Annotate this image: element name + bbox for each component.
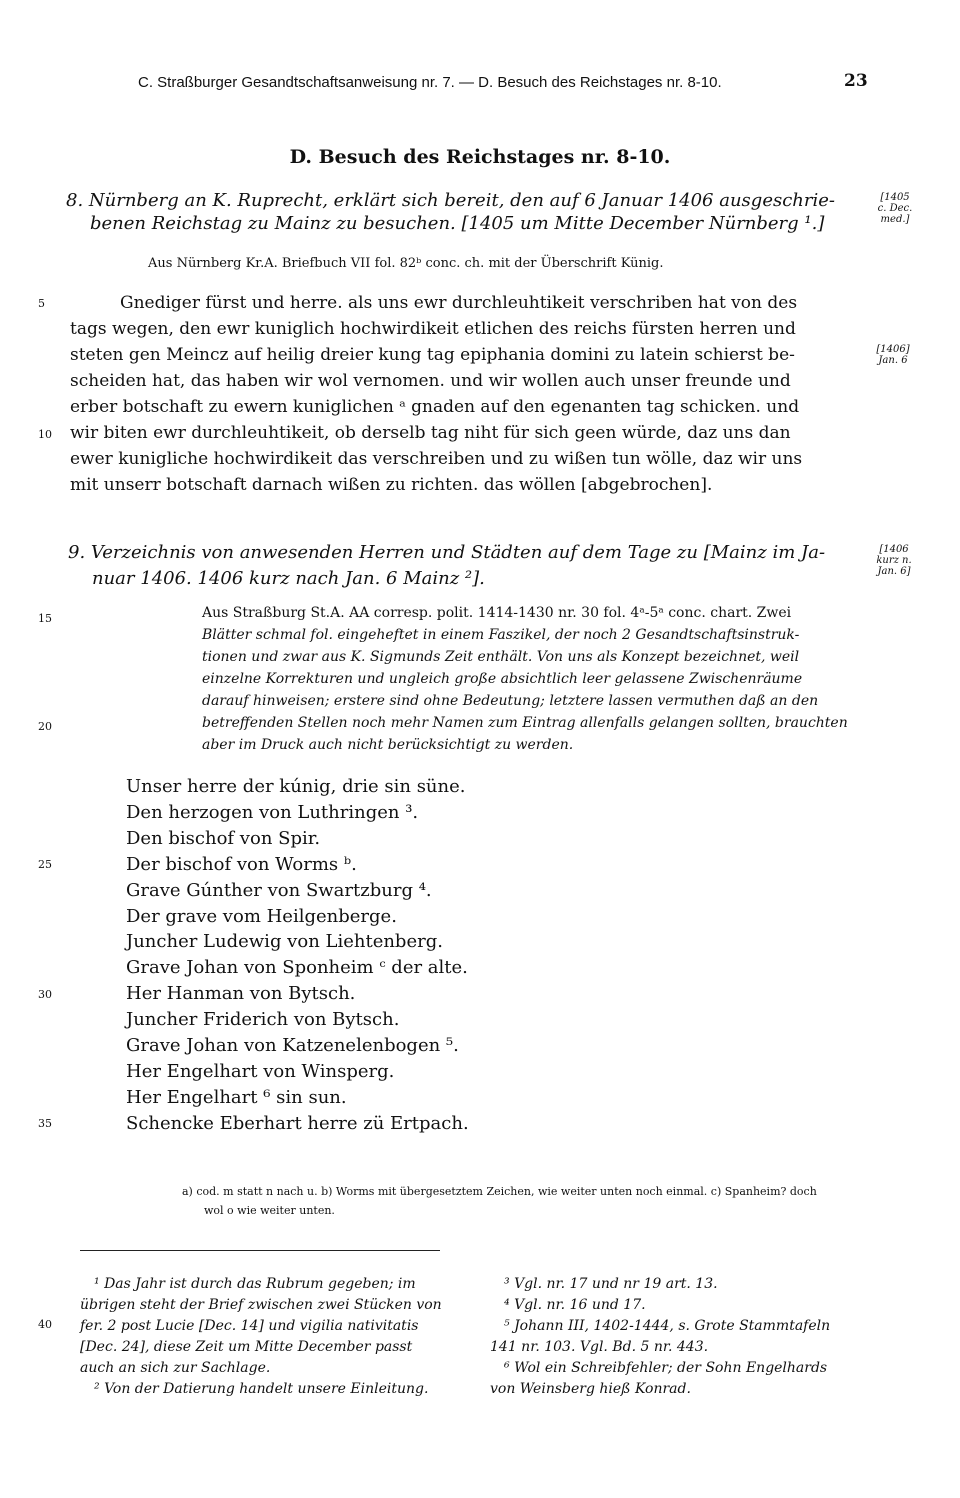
footnote-line: ⁴ Vgl. nr. 16 und 17. <box>504 1297 646 1313</box>
line-number: 40 <box>38 1318 52 1331</box>
line-number: 15 <box>38 612 52 625</box>
textual-note-line: a) cod. m statt n nach u. b) Worms mit übergesetztem Zeichen, wie weiter unten noch einmal. c) Spanheim? doch <box>182 1185 817 1198</box>
line-number: 30 <box>38 988 52 1001</box>
footnotes-right <box>490 1274 890 1400</box>
doc9-entries <box>126 774 469 1137</box>
list-item: Grave Johan von Sponheim ᶜ der alte. <box>126 957 468 979</box>
doc9-source-line: einzelne Korrekturen und ungleich große absichtlich leer gelassene Zwischenräume <box>202 671 803 687</box>
line-number: 5 <box>38 297 45 310</box>
line-number: 10 <box>38 428 52 441</box>
list-item: Juncher Ludewig von Liehtenberg. <box>126 931 443 953</box>
running-header: C. Straßburger Gesandtschaftsanweisung nr. 7. — D. Besuch des Reichstages nr. 8-10. <box>138 74 722 91</box>
footnote-line: auch an sich zur Sachlage. <box>80 1360 271 1376</box>
list-item: Den herzogen von Luthringen ³. <box>126 801 419 823</box>
footnote-rule <box>80 1250 440 1251</box>
list-item: Schencke Eberhart herre zü Ertpach. <box>126 1112 469 1134</box>
doc9-heading-line-2: nuar 1406. 1406 kurz nach Jan. 6 Mainz ²]. <box>92 568 485 589</box>
doc9-source-line: Aus Straßburg St.A. AA corresp. polit. 1414-1430 nr. 30 fol. 4ᵃ-5ᵃ conc. chart. Zwei <box>202 605 792 621</box>
footnotes-left <box>80 1274 470 1400</box>
footnote-line: ¹ Das Jahr ist durch das Rubrum gegeben; im <box>94 1276 416 1292</box>
textual-notes <box>182 1182 882 1220</box>
footnote-line: ⁶ Wol ein Schreibfehler; der Sohn Engelhards <box>504 1360 828 1376</box>
doc8-line: ewer kunigliche hochwirdikeit das verschreiben und zu wißen tun wölle, daz wir uns <box>70 449 803 469</box>
doc9-source-line: betreffenden Stellen noch mehr Namen zum Eintrag allenfalls gelangen sollten, brauchten <box>202 715 848 731</box>
footnote-line: ² Von der Datierung handelt unsere Einleitung. <box>94 1381 429 1397</box>
footnote-line: [Dec. 24], diese Zeit um Mitte December passt <box>80 1339 413 1355</box>
doc9-source <box>202 602 882 756</box>
footnote-line: 141 nr. 103. Vgl. Bd. 5 nr. 443. <box>490 1339 709 1355</box>
footnote-line: ⁵ Johann III, 1402-1444, s. Grote Stammtafeln <box>504 1318 831 1334</box>
textual-note-line: wol o wie weiter unten. <box>204 1204 335 1217</box>
doc9-source-line: darauf hinweisen; erstere sind ohne Bedeutung; letztere lassen vermuthen daß an den <box>202 693 819 709</box>
doc8-heading-line-2: benen Reichstag zu Mainz zu besuchen. [1405 um Mitte December Nürnberg ¹.] <box>90 213 825 234</box>
line-number: 20 <box>38 720 52 733</box>
doc9-heading-line-1: 9. Verzeichnis von anwesenden Herren und Städten auf dem Tage zu [Mainz im Ja- <box>68 542 826 563</box>
doc9-source-line: aber im Druck auch nicht berücksichtigt zu werden. <box>202 737 574 753</box>
doc8-line: steten gen Meincz auf heilig dreier kung tag epiphania domini zu latein schierst be- <box>70 345 795 365</box>
doc9-margin-date: [1406 kurz n. Jan. 6] <box>876 544 912 577</box>
list-item: Der bischof von Worms ᵇ. <box>126 853 357 875</box>
list-item: Unser herre der kúnig, drie sin süne. <box>126 776 466 797</box>
doc8-line: Gnediger fürst und herre. als uns ewr durchleuhtikeit verschriben hat von des <box>120 293 798 313</box>
page-number: 23 <box>844 71 868 91</box>
footnote-line: ³ Vgl. nr. 17 und nr 19 art. 13. <box>504 1276 718 1292</box>
doc9-source-line: tionen und zwar aus K. Sigmunds Zeit enthält. Von uns als Konzept bezeichnet, weil <box>202 649 800 665</box>
list-item: Der grave vom Heilgenberge. <box>126 905 397 927</box>
doc8-body <box>70 290 870 498</box>
list-item: Her Engelhart ⁶ sin sun. <box>126 1086 347 1108</box>
doc9-source-line: Blätter schmal fol. eingeheftet in einem Faszikel, der noch 2 Gesandtschaftsinstruk- <box>202 627 800 643</box>
doc8-heading-line-1: 8. Nürnberg an K. Ruprecht, erklärt sich bereit, den auf 6 Januar 1406 ausgeschrie- <box>66 190 835 211</box>
doc8-line: erber botschaft zu ewern kuniglichen ᵃ gnaden auf den egenanten tag schicken. und <box>70 397 800 417</box>
list-item: Grave Gúnther von Swartzburg ⁴. <box>126 879 432 901</box>
doc8-line: mit unserr botschaft darnach wißen zu richten. das wöllen [abgebrochen]. <box>70 475 713 495</box>
line-number: 25 <box>38 858 52 871</box>
doc8-source: Aus Nürnberg Kr.A. Briefbuch VII fol. 82ᵇ conc. ch. mit der Überschrift Künig. <box>148 256 664 271</box>
list-item: Her Engelhart von Winsperg. <box>126 1060 395 1082</box>
footnote-line: fer. 2 post Lucie [Dec. 14] und vigilia nativitatis <box>80 1318 419 1334</box>
line-number: 35 <box>38 1117 52 1130</box>
doc8-margin-date: [1405 c. Dec. med.] <box>877 192 913 225</box>
list-item: Den bischof von Spir. <box>126 827 321 849</box>
doc8-line: wir biten ewr durchleuhtikeit, ob derselb tag niht für sich geen würde, daz uns dan <box>70 423 791 443</box>
footnote-line: übrigen steht der Brief zwischen zwei Stücken von <box>80 1297 442 1313</box>
list-item: Juncher Friderich von Bytsch. <box>126 1009 400 1031</box>
doc8-line: tags wegen, den ewr kuniglich hochwirdikeit etlichen des reichs fürsten herren und <box>70 319 796 339</box>
doc8-margin-date-2: [1406] Jan. 6 <box>876 344 910 366</box>
footnote-line: von Weinsberg hieß Konrad. <box>490 1381 691 1397</box>
doc8-line: scheiden hat, das haben wir wol vernomen. und wir wollen auch unser freunde und <box>70 371 791 391</box>
list-item: Grave Johan von Katzenelenbogen ⁵. <box>126 1035 459 1057</box>
section-title: D. Besuch des Reichstages nr. 8-10. <box>289 146 671 168</box>
list-item: Her Hanman von Bytsch. <box>126 983 356 1005</box>
